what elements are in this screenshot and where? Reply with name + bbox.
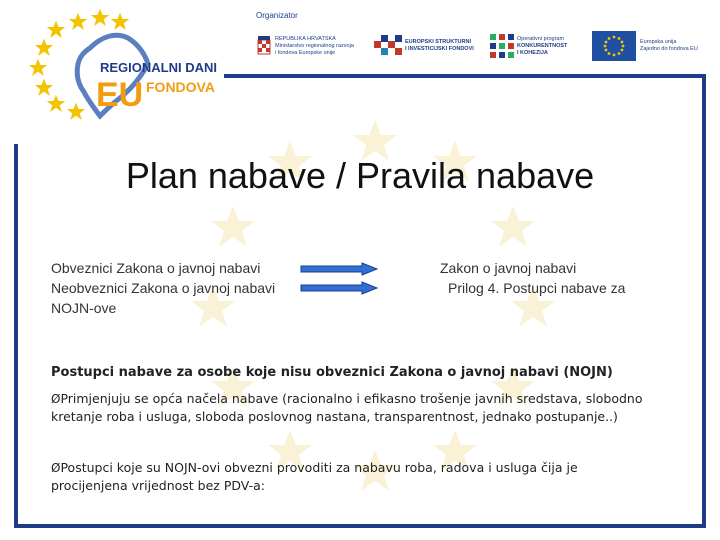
- partner-esif-line2: I INVESTICIJSKI FONDOVI: [405, 46, 474, 52]
- logo-line1: REGIONALNI DANI: [100, 60, 217, 75]
- partner-ministry: [257, 30, 354, 62]
- regionalni-dani-logo: [20, 8, 250, 120]
- right-line2: Prilog 4. Postupci nabave za: [448, 280, 626, 296]
- bullet-item: [51, 390, 651, 425]
- bullet-text: Primjenjuju se opća načela nabave (racionalno i efikasno trošenje javnih sredstava, slobodno kretanje roba i usluga, sloboda poslovnog nastana, transparentnost, jednako postupanje..): [51, 391, 643, 424]
- partner-eu: [592, 30, 698, 62]
- left-line3: NOJN-ove: [51, 300, 117, 316]
- left-line2: Neobveznici Zakona o javnoj nabavi: [51, 280, 276, 296]
- partner-ministry-line2: Ministarstvo regionalnog razvoja: [275, 42, 354, 49]
- right-line1: Zakon o javnoj nabavi: [440, 260, 577, 276]
- logo-line2: FONDOVA: [146, 79, 215, 95]
- opcc-logo-icon: [490, 34, 514, 58]
- partner-eu-line1: Europska unija: [640, 39, 677, 45]
- slide-title: Plan nabave / Pravila nabave: [125, 155, 595, 196]
- bullet-text: Postupci koje su NOJN-ovi obvezni provoditi za nabavu roba, radova i usluga čija je procijenjena vrijednost bez PDV-a:: [51, 460, 578, 493]
- bullet-arrow-icon: Ø: [51, 461, 61, 475]
- esif-logo-icon: [374, 35, 402, 57]
- arrow-right-icon: [300, 262, 378, 276]
- partner-opcc-line2: KONKURENTNOST: [517, 42, 568, 49]
- partner-esif: [374, 30, 474, 62]
- partner-opcc-line3: I KOHEZIJA: [517, 49, 548, 56]
- arrow-right-icon: [300, 281, 378, 295]
- partner-opcc-line1: Operativni program: [517, 35, 565, 42]
- croatia-coat-of-arms-icon: [257, 36, 271, 56]
- logo-eu: EU: [96, 76, 144, 114]
- bullet-arrow-icon: Ø: [51, 392, 61, 406]
- eu-flag-icon: [592, 31, 636, 61]
- section-heading: Postupci nabave za osobe koje nisu obveznici Zakona o javnoj nabavi (NOJN): [51, 365, 613, 380]
- partner-ministry-line1: REPUBLIKA HRVATSKA: [275, 35, 336, 42]
- partner-eu-line2: Zajedno do fondova EU: [640, 46, 698, 52]
- organizer-label: Organizator: [256, 11, 298, 20]
- partner-esif-line1: EUROPSKI STRUKTURNI: [405, 39, 472, 45]
- right-column: [440, 258, 625, 298]
- bullet-item: [51, 459, 651, 494]
- partner-opcc: [490, 30, 567, 62]
- left-line1: Obveznici Zakona o javnoj nabavi: [51, 260, 261, 276]
- left-column: [51, 258, 275, 318]
- partner-ministry-line3: i fondova Europske unije: [275, 49, 336, 56]
